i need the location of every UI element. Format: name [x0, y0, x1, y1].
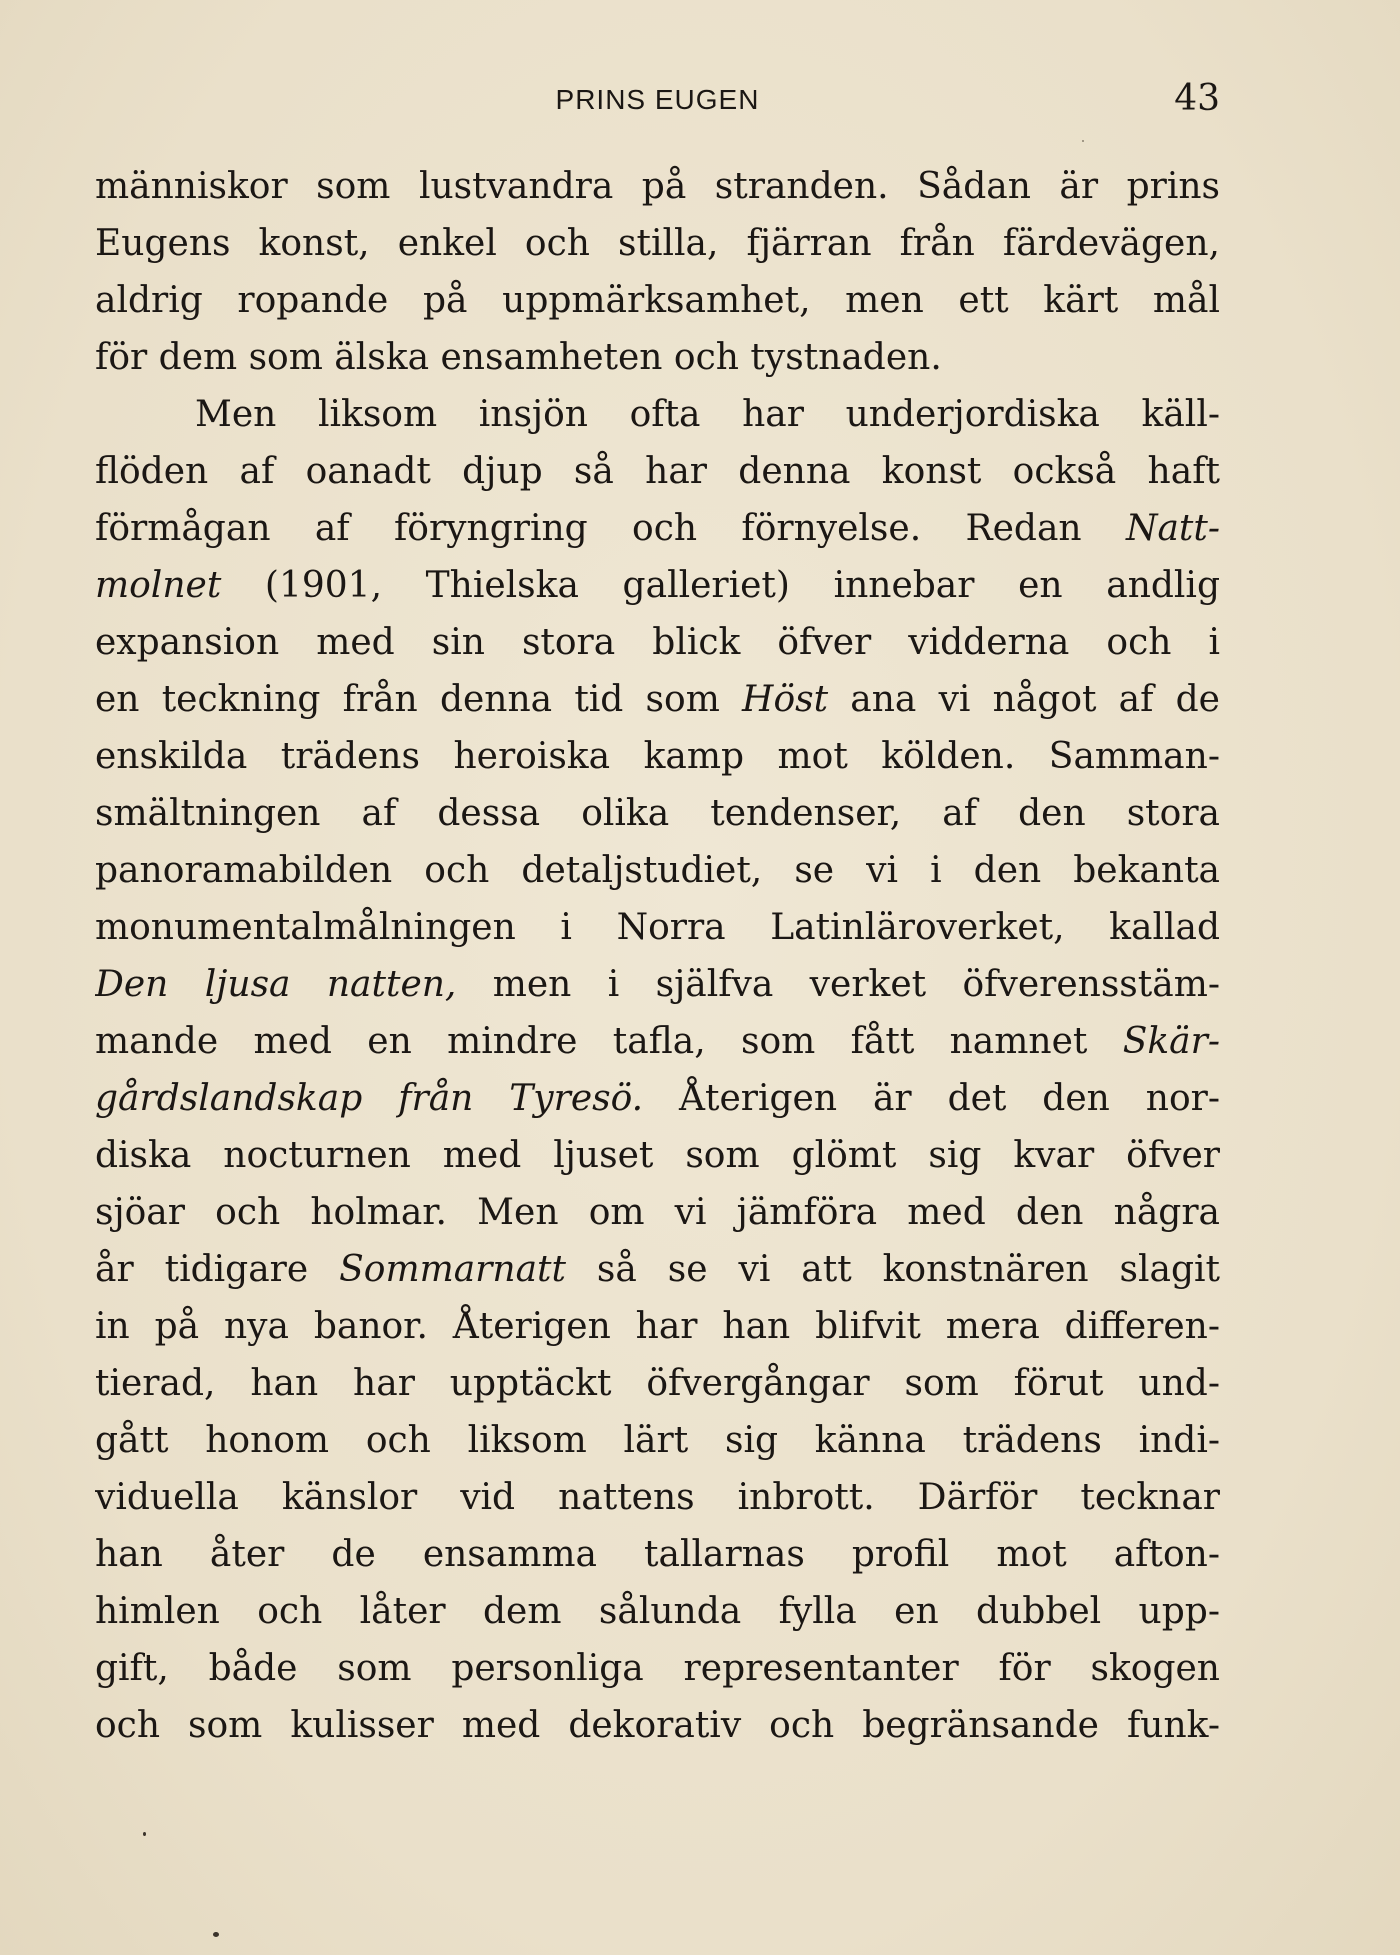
text-line: Den ljusa natten, men i själfva verket öfverensstäm-: [95, 964, 1220, 1005]
text-line: enskilda trädens heroiska kamp mot kölden. Samman-: [95, 736, 1220, 777]
running-head: [95, 78, 1220, 118]
text-line: aldrig ropande på uppmärksamhet, men ett kärt mål: [95, 280, 1220, 321]
text-line: han åter de ensamma tallarnas profil mot afton-: [95, 1534, 1220, 1575]
text-line: förmågan af föryngring och förnyelse. Redan Natt-: [95, 508, 1220, 549]
text-line: molnet (1901, Thielska galleriet) innebar en andlig: [95, 565, 1220, 606]
text-line: gift, både som personliga representanter för skogen: [95, 1648, 1220, 1689]
text-line: en teckning från denna tid som Höst ana vi något af de: [95, 679, 1220, 720]
text-line: monumentalmålningen i Norra Latinläroverket, kallad: [95, 907, 1220, 948]
artwork-title: molnet: [95, 565, 222, 606]
text-line: panoramabilden och detaljstudiet, se vi i den bekanta: [95, 850, 1220, 891]
artwork-title: Natt-: [1125, 508, 1220, 549]
text-line: gårdslandskap från Tyresö. Återigen är det den nor-: [95, 1078, 1220, 1119]
text-line: flöden af oanadt djup så har denna konst också haft: [95, 451, 1220, 492]
text-line: sjöar och holmar. Men om vi jämföra med den några: [95, 1192, 1220, 1233]
page-number: 43: [1174, 78, 1220, 119]
text-line: för dem som älska ensamheten och tystnaden.: [95, 337, 942, 378]
text-line: Men liksom insjön ofta har underjordiska käll-: [195, 394, 1220, 435]
text-line: expansion med sin stora blick öfver vidderna och i: [95, 622, 1220, 663]
body-text: [95, 158, 1220, 1754]
text-line: mande med en mindre tafla, som fått namnet Skär-: [95, 1021, 1220, 1062]
text-line: himlen och låter dem sålunda fylla en dubbel upp-: [95, 1591, 1220, 1632]
text-line: år tidigare Sommarnatt så se vi att konstnären slagit: [95, 1249, 1220, 1290]
text-line: gått honom och liksom lärt sig känna trädens indi-: [95, 1420, 1220, 1461]
text-line: diska nocturnen med ljuset som glömt sig kvar öfver: [95, 1135, 1220, 1176]
paper-speck: [213, 1932, 219, 1937]
text-line: människor som lustvandra på stranden. Sådan är prins: [95, 166, 1220, 207]
artwork-title: gårdslandskap från Tyresö.: [95, 1078, 644, 1119]
artwork-title: Den ljusa natten,: [95, 964, 457, 1005]
paper-speck: [143, 1832, 146, 1836]
text-line: smältningen af dessa olika tendenser, af den stora: [95, 793, 1220, 834]
paper-speck: [1082, 140, 1084, 142]
artwork-title: Höst: [742, 679, 829, 720]
text-line: in på nya banor. Återigen har han blifvit mera differen-: [95, 1306, 1220, 1347]
text-line: och som kulisser med dekorativ och begränsande funk-: [95, 1705, 1220, 1746]
text-line: viduella känslor vid nattens inbrott. Därför tecknar: [95, 1477, 1220, 1518]
running-title: PRINS EUGEN: [555, 84, 760, 115]
text-line: tierad, han har upptäckt öfvergångar som förut und-: [95, 1363, 1220, 1404]
text-line: Eugens konst, enkel och stilla, fjärran från färdevägen,: [95, 223, 1220, 264]
artwork-title: Sommarnatt: [339, 1249, 566, 1290]
artwork-title: Skär-: [1122, 1021, 1220, 1062]
